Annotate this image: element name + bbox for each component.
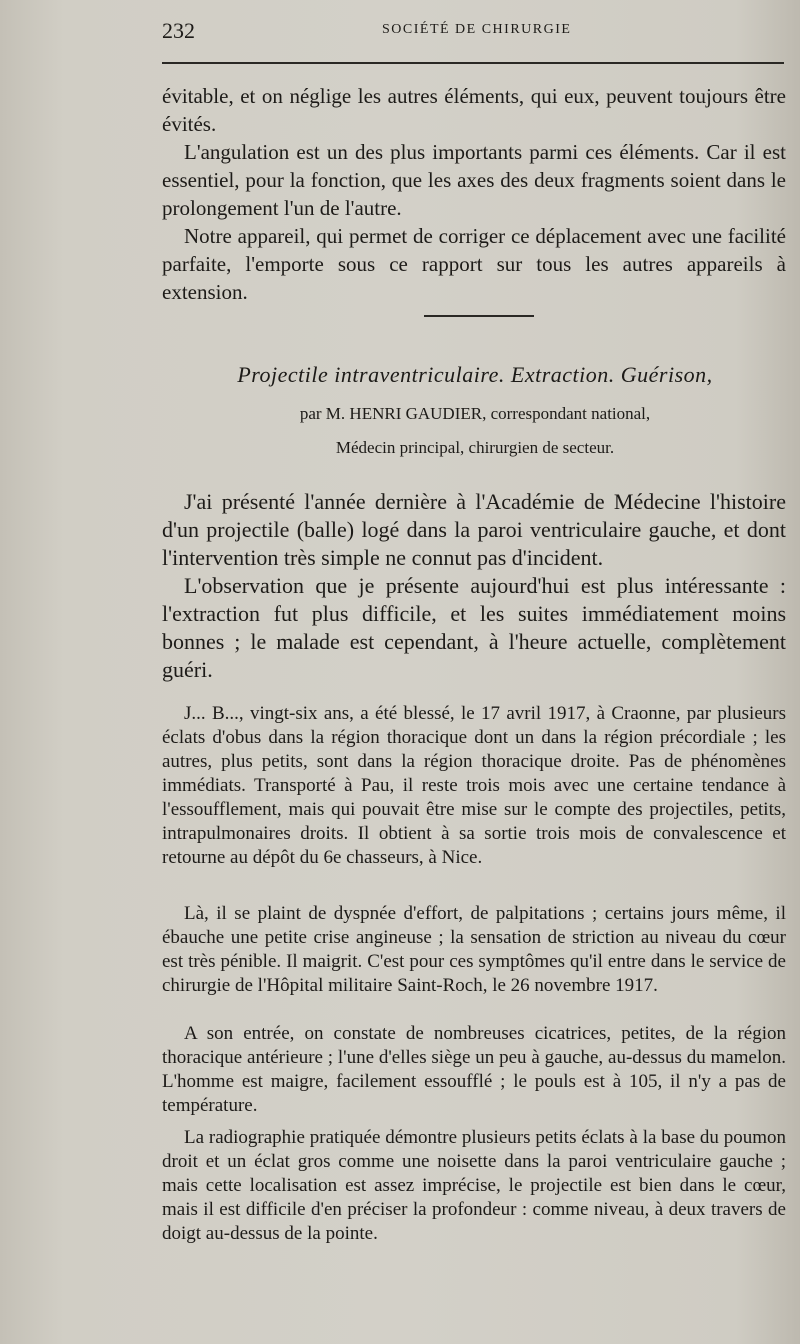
observation-paragraph: La radiographie pratiquée démontre plusieurs petits éclats à la base du poumon droit et un éclat gros comme une noisette dans la paroi ventriculaire gauche ; mais cette localisation est assez imprécise, le projectile est bien dans le cœur, mais il est difficile d'en préciser la profondeur : comme niveau, à deux travers de doigt au-dessus de la pointe. (162, 1127, 786, 1244)
body-paragraph: Notre appareil, qui permet de corriger ce déplacement avec une facilité parfaite, l'emporte sous ce rapport sur tous les autres appareils à extension. (162, 224, 786, 304)
running-head: SOCIÉTÉ DE CHIRURGIE (382, 22, 572, 37)
header-rule (162, 62, 784, 64)
author-byline: par M. HENRI GAUDIER, correspondant national, (299, 404, 651, 423)
section-separator (424, 315, 534, 317)
page-header (162, 18, 784, 48)
body-paragraph: L'angulation est un des plus importants parmi ces éléments. Car il est essentiel, pour la fonction, que les axes des deux fragments soient dans le prolongement l'un de l'autre. (162, 140, 786, 220)
page-number: 232 (162, 18, 195, 43)
body-paragraph: évitable, et on néglige les autres éléments, qui eux, peuvent toujours être évités. (162, 84, 786, 136)
body-paragraph: J'ai présenté l'année dernière à l'Académie de Médecine l'histoire d'un projectile (balle) logé dans la paroi ventriculaire gauche, et dont l'intervention très simple ne connut pas d'incident. (162, 489, 786, 570)
article-title: Projectile intraventriculaire. Extraction. Guérison, (237, 362, 713, 387)
observation-paragraph: A son entrée, on constate de nombreuses cicatrices, petites, de la région thoracique antérieure ; l'une d'elles siège un peu à gauche, au-dessus du mamelon. L'homme est maigre, facilement essoufflé ; le pouls est à 105, il n'y a pas de température. (162, 1023, 786, 1116)
observation-paragraph: J... B..., vingt-six ans, a été blessé, le 17 avril 1917, à Craonne, par plusieurs éclats d'obus dans la région thoracique dont un dans la région précordiale ; les autres, plus petits, sont dans la région thoracique droite. Pas de phénomènes immédiats. Transporté à Pau, il reste trois mois avec une certaine tendance à l'essoufflement, mais qui pouvait être mise sur le compte des projectiles, petits, intrapulmonaires droits. Il obtient à sa sortie trois mois de convalescence et retourne au dépôt du 6e chasseurs, à Nice. (162, 703, 786, 868)
observation-paragraph: Là, il se plaint de dyspnée d'effort, de palpitations ; certains jours même, il ébauche une petite crise angineuse ; la sensation de striction au niveau du cœur est très pénible. Il maigrit. C'est pour ces symptômes qu'il entre dans le service de chirurgie de l'Hôpital militaire Saint-Roch, le 26 novembre 1917. (162, 903, 786, 996)
author-affiliation: Médecin principal, chirurgien de secteur. (335, 438, 615, 457)
body-paragraph: L'observation que je présente aujourd'hui est plus intéressante : l'extraction fut plus difficile, et les suites immédiatement moins bonnes ; le malade est cependant, à l'heure actuelle, complètement guéri. (162, 573, 786, 682)
